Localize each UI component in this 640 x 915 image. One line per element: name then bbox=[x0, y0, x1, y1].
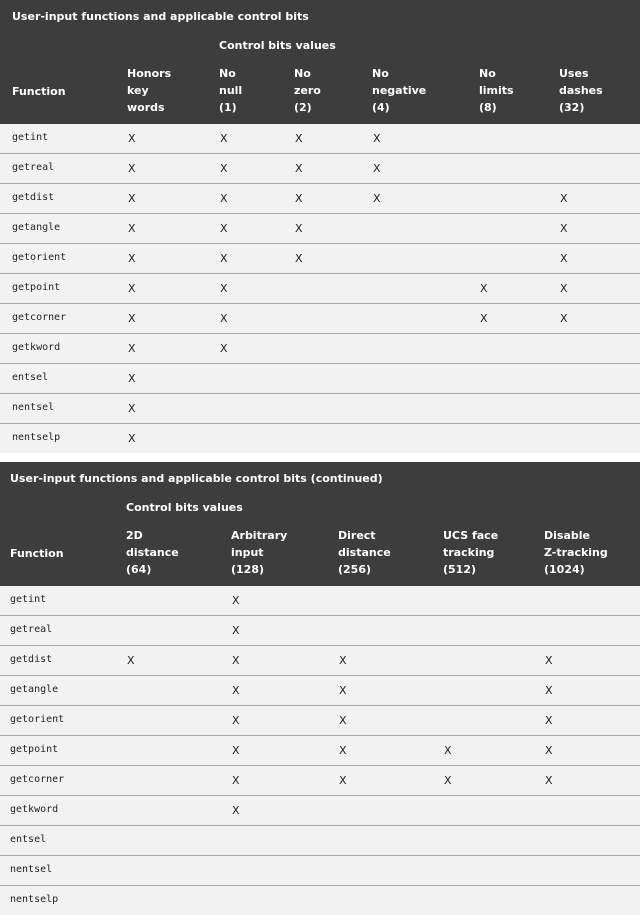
table-row bbox=[0, 364, 640, 394]
function-name: getdist bbox=[10, 654, 53, 665]
applicable-mark: X bbox=[220, 162, 228, 175]
column-header: Arbitrary input (128) bbox=[231, 529, 288, 576]
applicable-mark: X bbox=[232, 624, 240, 637]
applicable-mark: X bbox=[339, 774, 347, 787]
applicable-mark: X bbox=[339, 654, 347, 667]
function-name: getangle bbox=[12, 222, 61, 233]
applicable-mark: X bbox=[128, 252, 136, 265]
applicable-mark: X bbox=[128, 372, 136, 385]
function-name: getorient bbox=[12, 252, 67, 263]
table-row bbox=[0, 124, 640, 154]
table-row bbox=[0, 424, 640, 453]
applicable-mark: X bbox=[444, 774, 452, 787]
function-name: getorient bbox=[10, 714, 65, 725]
applicable-mark: X bbox=[220, 222, 228, 235]
applicable-mark: X bbox=[560, 222, 568, 235]
applicable-mark: X bbox=[373, 162, 381, 175]
table-row bbox=[0, 766, 640, 796]
column-header: UCS face tracking (512) bbox=[443, 529, 499, 576]
applicable-mark: X bbox=[560, 312, 568, 325]
table-row bbox=[0, 886, 640, 915]
function-name: getangle bbox=[10, 684, 59, 695]
applicable-mark: X bbox=[545, 684, 553, 697]
control-bits-table-continued bbox=[0, 462, 640, 913]
table-row bbox=[0, 796, 640, 826]
applicable-mark: X bbox=[545, 744, 553, 757]
function-name: nentselp bbox=[12, 432, 61, 443]
group-header: Control bits values bbox=[126, 501, 243, 514]
function-name: entsel bbox=[10, 834, 47, 845]
applicable-mark: X bbox=[128, 402, 136, 415]
column-header: Honors key words bbox=[127, 67, 172, 114]
function-name: getreal bbox=[10, 624, 53, 635]
group-header: Control bits values bbox=[219, 39, 336, 52]
table-row bbox=[0, 214, 640, 244]
table-row bbox=[0, 646, 640, 676]
applicable-mark: X bbox=[545, 774, 553, 787]
applicable-mark: X bbox=[128, 222, 136, 235]
column-header: No null (1) bbox=[219, 67, 243, 114]
applicable-mark: X bbox=[295, 192, 303, 205]
applicable-mark: X bbox=[232, 774, 240, 787]
applicable-mark: X bbox=[373, 132, 381, 145]
applicable-mark: X bbox=[560, 252, 568, 265]
applicable-mark: X bbox=[220, 342, 228, 355]
table-row bbox=[0, 616, 640, 646]
column-header: No limits (8) bbox=[479, 67, 514, 114]
applicable-mark: X bbox=[128, 192, 136, 205]
function-header: Function bbox=[12, 85, 66, 98]
applicable-mark: X bbox=[560, 282, 568, 295]
column-header: 2D distance (64) bbox=[126, 529, 179, 576]
column-header: Direct distance (256) bbox=[338, 529, 391, 576]
function-name: nentsel bbox=[12, 402, 55, 413]
applicable-mark: X bbox=[232, 804, 240, 817]
function-name: entsel bbox=[12, 372, 49, 383]
function-name: getpoint bbox=[10, 744, 59, 755]
applicable-mark: X bbox=[339, 714, 347, 727]
table-row bbox=[0, 736, 640, 766]
applicable-mark: X bbox=[220, 192, 228, 205]
table-body bbox=[0, 124, 640, 453]
applicable-mark: X bbox=[220, 252, 228, 265]
applicable-mark: X bbox=[480, 312, 488, 325]
function-name: getkword bbox=[10, 804, 59, 815]
table-row bbox=[0, 274, 640, 304]
table-row bbox=[0, 334, 640, 364]
applicable-mark: X bbox=[220, 312, 228, 325]
table-row bbox=[0, 856, 640, 886]
applicable-mark: X bbox=[373, 192, 381, 205]
function-name: getpoint bbox=[12, 282, 61, 293]
applicable-mark: X bbox=[339, 744, 347, 757]
applicable-mark: X bbox=[128, 432, 136, 445]
function-name: getkword bbox=[12, 342, 61, 353]
table-title: User-input functions and applicable control bits bbox=[12, 10, 309, 23]
table-row bbox=[0, 706, 640, 736]
column-header: Uses dashes (32) bbox=[559, 67, 603, 114]
function-header: Function bbox=[10, 547, 64, 560]
column-header: No negative (4) bbox=[372, 67, 427, 114]
table-row bbox=[0, 184, 640, 214]
applicable-mark: X bbox=[220, 282, 228, 295]
function-name: getint bbox=[12, 132, 49, 143]
applicable-mark: X bbox=[444, 744, 452, 757]
table-title: User-input functions and applicable control bits (continued) bbox=[10, 472, 383, 485]
table-row bbox=[0, 676, 640, 706]
applicable-mark: X bbox=[232, 684, 240, 697]
function-name: getdist bbox=[12, 192, 55, 203]
function-name: getreal bbox=[12, 162, 55, 173]
table-row bbox=[0, 394, 640, 424]
applicable-mark: X bbox=[128, 282, 136, 295]
function-name: getcorner bbox=[12, 312, 67, 323]
table-row bbox=[0, 586, 640, 616]
column-header: Disable Z-tracking (1024) bbox=[544, 529, 608, 576]
applicable-mark: X bbox=[127, 654, 135, 667]
table-header bbox=[0, 462, 640, 586]
function-name: nentsel bbox=[10, 864, 53, 875]
applicable-mark: X bbox=[128, 342, 136, 355]
applicable-mark: X bbox=[545, 714, 553, 727]
applicable-mark: X bbox=[232, 714, 240, 727]
applicable-mark: X bbox=[295, 252, 303, 265]
applicable-mark: X bbox=[295, 162, 303, 175]
applicable-mark: X bbox=[295, 222, 303, 235]
function-name: nentselp bbox=[10, 894, 59, 905]
table-row bbox=[0, 304, 640, 334]
table-row bbox=[0, 154, 640, 184]
applicable-mark: X bbox=[339, 684, 347, 697]
applicable-mark: X bbox=[545, 654, 553, 667]
applicable-mark: X bbox=[220, 132, 228, 145]
function-name: getint bbox=[10, 594, 47, 605]
applicable-mark: X bbox=[295, 132, 303, 145]
applicable-mark: X bbox=[232, 744, 240, 757]
column-header: No zero (2) bbox=[294, 67, 321, 114]
applicable-mark: X bbox=[128, 132, 136, 145]
applicable-mark: X bbox=[480, 282, 488, 295]
table-body bbox=[0, 586, 640, 915]
applicable-mark: X bbox=[232, 594, 240, 607]
applicable-mark: X bbox=[232, 654, 240, 667]
table-header bbox=[0, 0, 640, 124]
function-name: getcorner bbox=[10, 774, 65, 785]
applicable-mark: X bbox=[128, 312, 136, 325]
applicable-mark: X bbox=[128, 162, 136, 175]
applicable-mark: X bbox=[560, 192, 568, 205]
table-row bbox=[0, 826, 640, 856]
table-row bbox=[0, 244, 640, 274]
